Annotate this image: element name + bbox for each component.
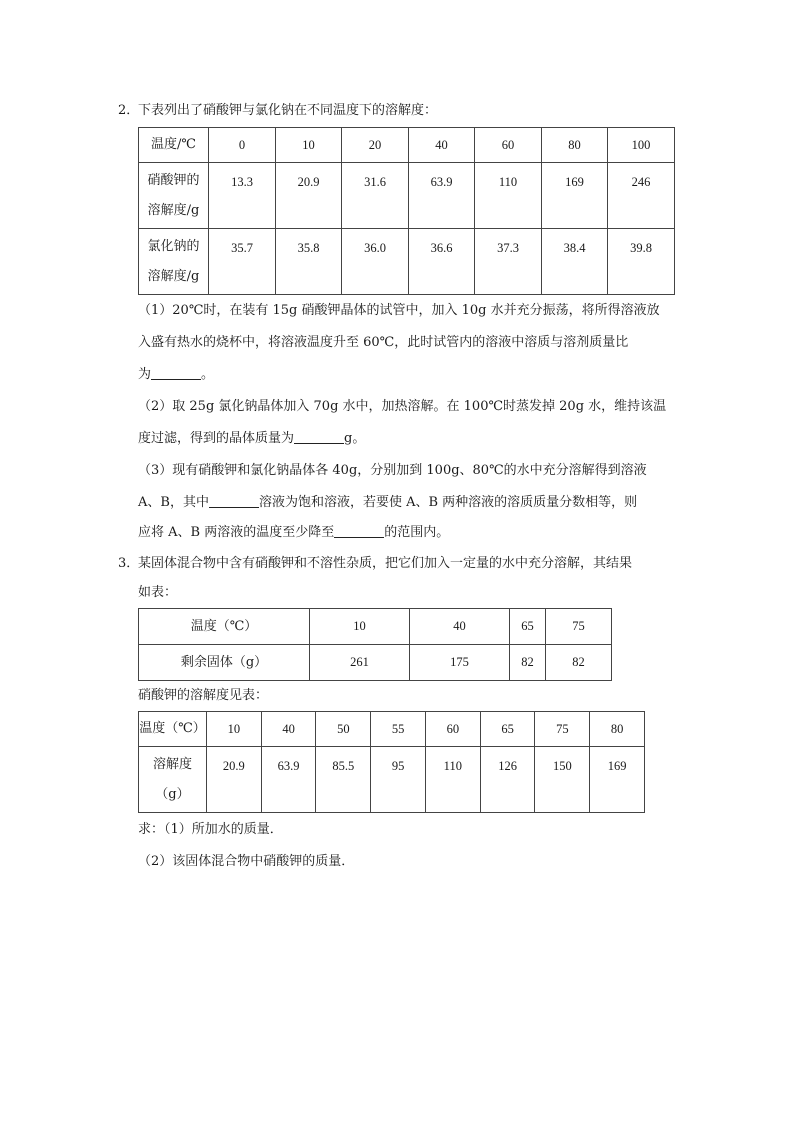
q2-part3-line3 <box>138 522 449 544</box>
row-label-kno3 <box>139 163 209 229</box>
answer-blank-mass-ratio[interactable] <box>151 365 201 380</box>
question-2-text: 下表列出了硝酸钾与氯化钠在不同温度下的溶解度： <box>138 103 438 118</box>
data-cell: 35.8 <box>276 229 342 295</box>
row-label-line: 氯化钠的 <box>147 238 200 254</box>
row-label-nacl <box>139 229 209 295</box>
row-label-line: （g） <box>155 786 190 802</box>
q2-part1-line2: 入盛有热水的烧杯中，将溶液温度升至 60℃，此时试管内的溶液中溶质与溶剂质量比 <box>138 335 629 350</box>
q2-part3-line2 <box>138 492 637 514</box>
table-row-nacl <box>139 229 675 295</box>
answer-blank-saturated-solution[interactable] <box>209 493 259 508</box>
q2-part1-line3 <box>138 364 214 386</box>
data-cell: 20.9 <box>206 747 261 813</box>
table-row-solubility <box>139 747 645 813</box>
data-cell: 13.3 <box>209 163 276 229</box>
header-cell: 40 <box>261 712 316 747</box>
question-2-number: 2． <box>118 103 140 118</box>
data-cell: 261 <box>310 645 410 681</box>
data-cell: 20.9 <box>276 163 342 229</box>
data-cell: 31.6 <box>342 163 409 229</box>
data-cell: 38.4 <box>542 229 608 295</box>
solubility-table-kno3-nacl <box>138 127 675 295</box>
data-cell: 169 <box>590 747 645 813</box>
q2-part3-line1: （3）现有硝酸钾和氯化钠晶体各 40g，分别加到 100g、80℃的水中充分溶解得到溶液 <box>138 463 647 478</box>
header-cell: 温度（℃） <box>139 712 207 747</box>
header-cell: 40 <box>410 609 510 645</box>
q2-part3-middle: 溶液为饱和溶液，若要使 A、B 两种溶液的溶质质量分数相等，则 <box>258 495 638 510</box>
table-header-row <box>139 712 645 747</box>
remaining-solid-table <box>138 608 612 681</box>
table2-caption: 硝酸钾的溶解度见表： <box>138 688 269 703</box>
q2-part2-line1: （2）取 25g 氯化钠晶体加入 70g 水中，加热溶解。在 100℃时蒸发掉 20g 水，维持该温 <box>138 399 667 414</box>
table-header-row <box>139 128 675 163</box>
table-row-kno3 <box>139 163 675 229</box>
header-cell: 55 <box>371 712 426 747</box>
data-cell: 37.3 <box>475 229 542 295</box>
q2-part1-line1: （1）20℃时，在装有 15g 硝酸钾晶体的试管中，加入 10g 水并充分振荡，将所得溶液放 <box>138 303 660 318</box>
data-cell: 175 <box>410 645 510 681</box>
data-cell: 126 <box>480 747 535 813</box>
q2-part3-prefix2: 应将 A、B 两溶液的温度至少降至 <box>138 525 335 540</box>
row-label-line: 溶解度/g <box>147 268 200 284</box>
row-label-line: 硝酸钾的 <box>147 172 200 188</box>
answer-blank-temperature-range[interactable] <box>334 523 384 538</box>
header-cell: 40 <box>409 128 475 163</box>
data-cell: 82 <box>510 645 546 681</box>
question-3-heading <box>118 553 632 575</box>
data-cell: 35.7 <box>209 229 276 295</box>
row-label-line: 溶解度 <box>152 756 192 772</box>
q3-ask-2: （2）该固体混合物中硝酸钾的质量． <box>138 854 355 869</box>
header-cell: 80 <box>542 128 608 163</box>
q3-ask-1: 求：（1）所加水的质量． <box>138 822 283 837</box>
data-cell: 82 <box>546 645 612 681</box>
data-cell: 110 <box>475 163 542 229</box>
data-cell: 63.9 <box>409 163 475 229</box>
header-cell: 65 <box>480 712 535 747</box>
data-cell: 85.5 <box>316 747 371 813</box>
q2-part3-suffix: 的范围内。 <box>384 525 450 540</box>
data-cell: 95 <box>371 747 426 813</box>
question-3-text-line1: 某固体混合物中含有硝酸钾和不溶性杂质，把它们加入一定量的水中充分溶解，其结果 <box>138 556 633 571</box>
q2-part2-line2 <box>138 428 365 450</box>
question-3-text-line2: 如表： <box>138 585 178 600</box>
row-label-line: 溶解度/g <box>147 202 200 218</box>
header-cell: 50 <box>316 712 371 747</box>
row-label: 剩余固体（g） <box>139 645 310 681</box>
header-cell: 60 <box>475 128 542 163</box>
q2-part3-prefix: A、B，其中 <box>138 495 209 510</box>
header-cell: 60 <box>425 712 480 747</box>
q2-part1-prefix: 为 <box>138 367 152 382</box>
header-cell: 20 <box>342 128 409 163</box>
header-cell: 温度（℃） <box>139 609 310 645</box>
header-cell: 65 <box>510 609 546 645</box>
row-label-solubility <box>139 747 207 813</box>
answer-blank-crystal-mass[interactable] <box>294 429 344 444</box>
q2-part2-prefix: 度过滤，得到的晶体质量为 <box>138 431 295 446</box>
header-cell: 100 <box>608 128 675 163</box>
kno3-solubility-table <box>138 711 645 813</box>
data-cell: 39.8 <box>608 229 675 295</box>
header-cell: 0 <box>209 128 276 163</box>
header-cell: 10 <box>310 609 410 645</box>
header-cell: 温度/℃ <box>139 128 209 163</box>
header-cell: 75 <box>546 609 612 645</box>
header-cell: 80 <box>590 712 645 747</box>
header-cell: 10 <box>206 712 261 747</box>
question-2-heading <box>118 100 437 122</box>
data-cell: 246 <box>608 163 675 229</box>
data-cell: 150 <box>535 747 590 813</box>
data-cell: 110 <box>425 747 480 813</box>
data-cell: 169 <box>542 163 608 229</box>
header-cell: 75 <box>535 712 590 747</box>
data-cell: 36.0 <box>342 229 409 295</box>
table-row-remaining-solid <box>139 645 612 681</box>
data-cell: 36.6 <box>409 229 475 295</box>
question-3-number: 3． <box>118 556 140 571</box>
data-cell: 63.9 <box>261 747 316 813</box>
q2-part1-suffix: 。 <box>201 367 215 382</box>
header-cell: 10 <box>276 128 342 163</box>
q2-part2-suffix: g。 <box>344 431 366 446</box>
table-header-row <box>139 609 612 645</box>
